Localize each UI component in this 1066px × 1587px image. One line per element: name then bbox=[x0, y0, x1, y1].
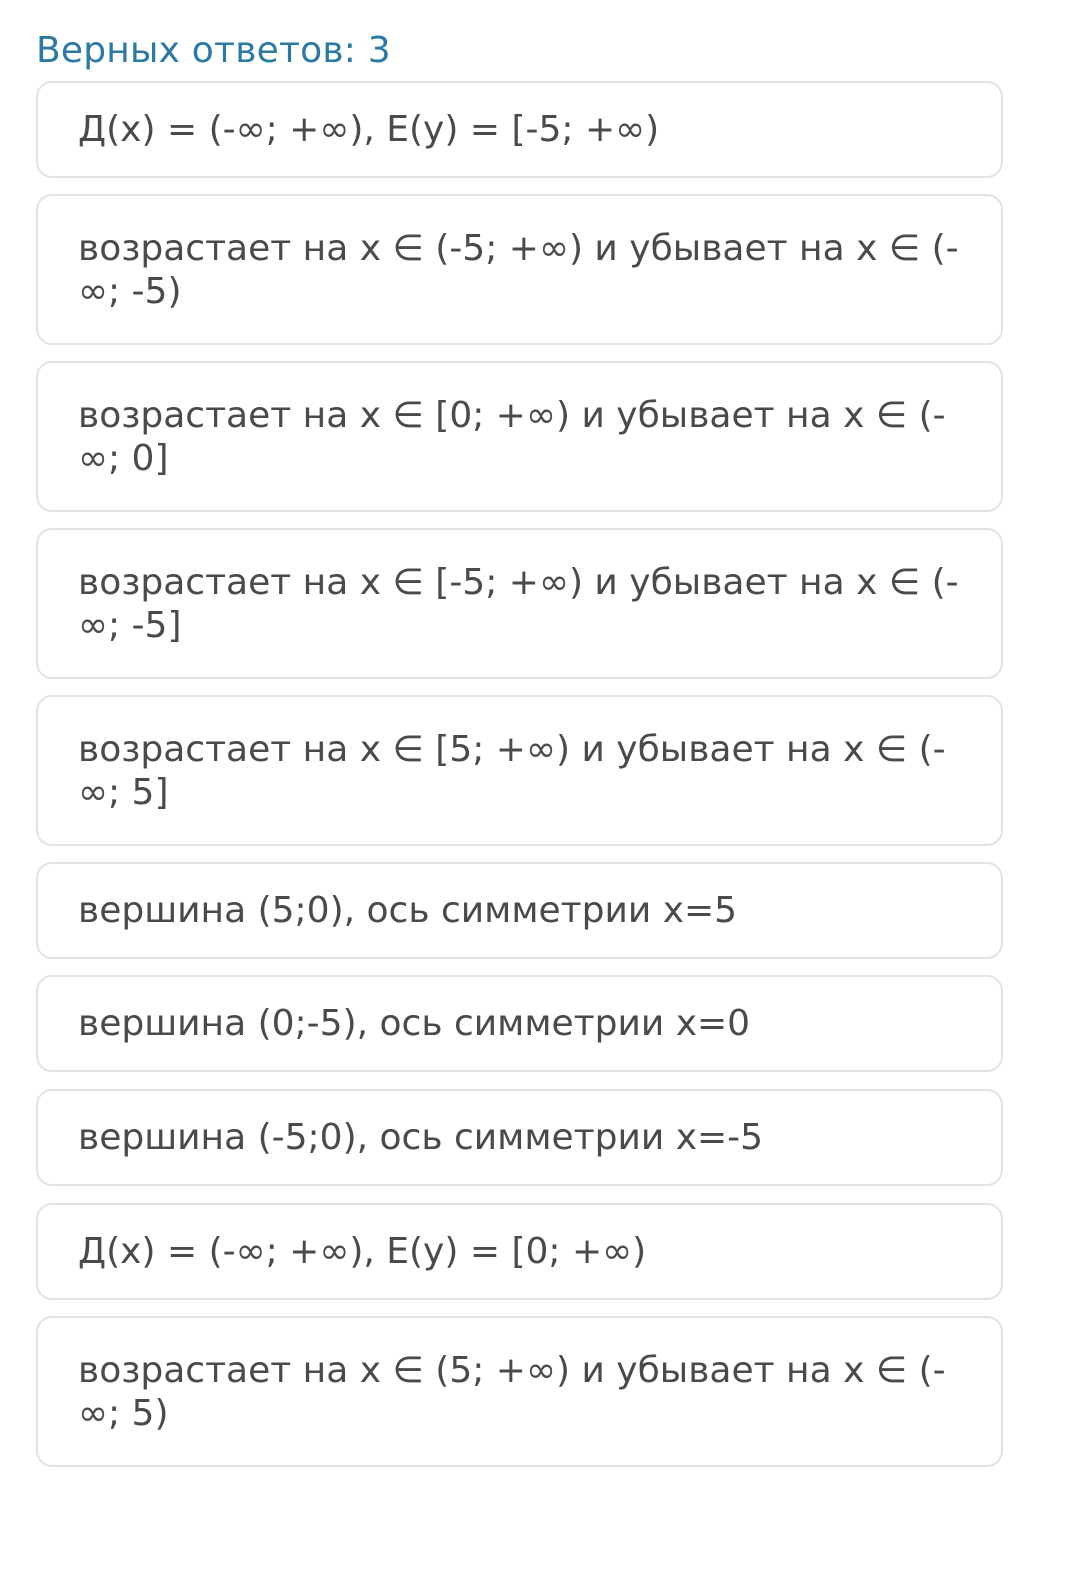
answer-option-9[interactable] bbox=[36, 1203, 1003, 1300]
answer-option-4[interactable] bbox=[36, 528, 1003, 679]
answer-option-label: Д(x) = (-∞; +∞), E(y) = [-5; +∞) bbox=[78, 109, 660, 150]
answer-option-label: возрастает на x ∈ [-5; +∞) и убывает на x ∈ (-∞; -5] bbox=[78, 561, 959, 646]
answer-option-label: вершина (5;0), ось симметрии x=5 bbox=[78, 890, 738, 931]
answer-option-3[interactable] bbox=[36, 361, 1003, 512]
answer-option-6[interactable] bbox=[36, 862, 1003, 959]
answer-option-8[interactable] bbox=[36, 1089, 1003, 1186]
answer-option-1[interactable] bbox=[36, 81, 1003, 178]
answer-option-label: вершина (-5;0), ось симметрии x=-5 bbox=[78, 1117, 764, 1158]
answer-option-label: возрастает на x ∈ [5; +∞) и убывает на x ∈ (-∞; 5] bbox=[78, 728, 946, 813]
correct-answers-count: Верных ответов: 3 bbox=[36, 30, 391, 71]
answer-option-label: возрастает на x ∈ [0; +∞) и убывает на x ∈ (-∞; 0] bbox=[78, 394, 946, 479]
answer-option-7[interactable] bbox=[36, 975, 1003, 1072]
answer-option-10[interactable] bbox=[36, 1316, 1003, 1467]
answer-option-label: возрастает на x ∈ (5; +∞) и убывает на x ∈ (-∞; 5) bbox=[78, 1349, 946, 1434]
answer-option-label: вершина (0;-5), ось симметрии x=0 bbox=[78, 1003, 751, 1044]
answer-option-5[interactable] bbox=[36, 695, 1003, 846]
answer-option-label: Д(x) = (-∞; +∞), E(y) = [0; +∞) bbox=[78, 1231, 647, 1272]
answer-option-2[interactable] bbox=[36, 194, 1003, 345]
answer-option-label: возрастает на x ∈ (-5; +∞) и убывает на x ∈ (-∞; -5) bbox=[78, 227, 959, 312]
